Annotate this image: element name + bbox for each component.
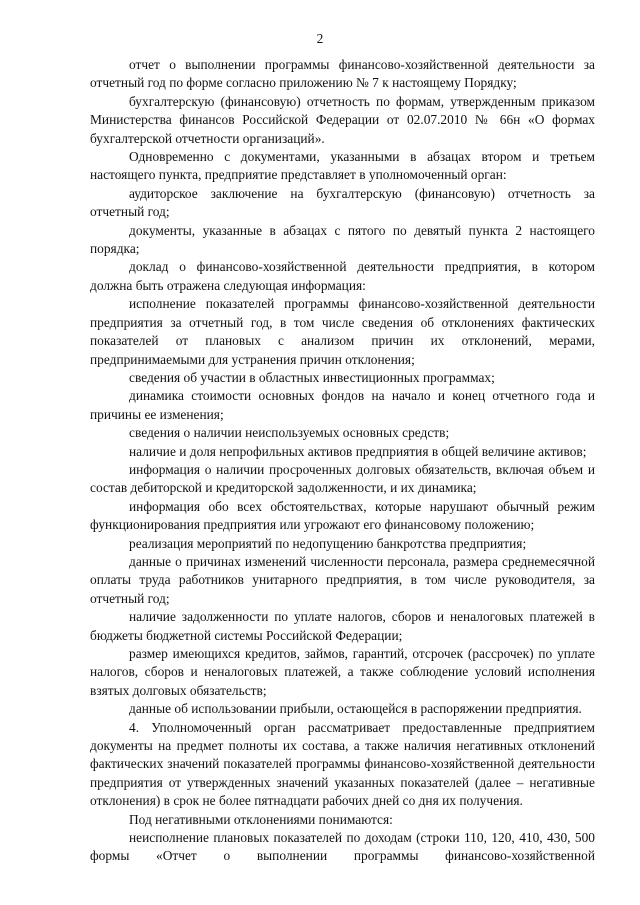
paragraph: информация обо всех обстоятельствах, которые нарушают обычный режим функционирования предприятия или угрожают его финансовому положению;	[90, 498, 595, 533]
paragraph: наличие задолженности по уплате налогов, сборов и неналоговых платежей в бюджеты бюджетной системы Российской Федерации;	[90, 609, 595, 643]
paragraph: доклад о финансово-хозяйственной деятельности предприятия, в котором должна быть отражена следующая информация:	[90, 259, 595, 293]
paragraph: данные о причинах изменений численности персонала, размера среднемесячной оплаты труда работников унитарного предприятия, в том числе руководителя, за отчетный год;	[90, 553, 595, 606]
paragraph: Одновременно с документами, указанными в абзацах втором и третьем настоящего пункта, предприятие представляет в уполномоченный орган:	[90, 149, 595, 183]
paragraph: наличие и доля непрофильных активов предприятия в общей величине активов;	[129, 443, 587, 459]
paragraph: сведения о наличии неиспользуемых основных средств;	[129, 425, 450, 441]
paragraph: Под негативными отклонениями понимаются:	[129, 811, 393, 827]
paragraph: информация о наличии просроченных долговых обязательств, включая объем и состав дебиторской и кредиторской задолженности, и их динамика;	[90, 461, 595, 496]
paragraph: динамика стоимости основных фондов на начало и конец отчетного года и причины ее изменения;	[90, 388, 595, 422]
paragraph: бухгалтерскую (финансовую) отчетность по формам, утвержденным приказом Министерства финансов Российской Федерации от 02.07.2010 № 66н «О формах бухгалтерской отчетности организаций».	[90, 93, 595, 146]
paragraph: реализация мероприятий по недопущению банкротства предприятия;	[129, 535, 527, 551]
paragraph: исполнение показателей программы финансово-хозяйственной деятельности предприятия за отчетный год, в том числе сведения об отклонениях фактических показателей от плановых с анализом причин их отклонений, мерами, предпринимаемыми для устранения причин отклонения;	[90, 296, 595, 367]
paragraph: данные об использовании прибыли, остающейся в распоряжении предприятия.	[129, 701, 582, 717]
paragraph: аудиторское заключение на бухгалтерскую (финансовую) отчетность за отчетный год;	[90, 185, 595, 220]
paragraph: сведения об участии в областных инвестиционных программах;	[129, 369, 495, 385]
paragraph: размер имеющихся кредитов, займов, гарантий, отсрочек (рассрочек) по уплате налогов, сборов и неналоговых платежей, а также соблюдение условий исполнения взятых долговых обязательств;	[90, 646, 595, 698]
paragraph: документы, указанные в абзацах с пятого по девятый пункта 2 настоящего порядка;	[90, 222, 595, 257]
paragraph: 4. Уполномоченный орган рассматривает предоставленные предприятием документы на предмет полноты их состава, а также наличия негативных отклонений фактических значений показателей программы финансово-хозяйственной деятельности предприятия от утвержденных значений указанных показателей (далее – негативные отклонения) в срок не более пятнадцати рабочих дней со дня их получения.	[90, 719, 595, 809]
paragraph: неисполнение плановых показателей по доходам (строки 110, 120, 410, 430, 500 формы «Отчет о выполнении программы финансово-хозяйственной	[90, 830, 595, 864]
paragraph: отчет о выполнении программы финансово-хозяйственной деятельности за отчетный год по форме согласно приложению № 7 к настоящему Порядку;	[90, 57, 595, 91]
document-body	[90, 56, 595, 866]
page-number: 2	[316, 31, 324, 46]
